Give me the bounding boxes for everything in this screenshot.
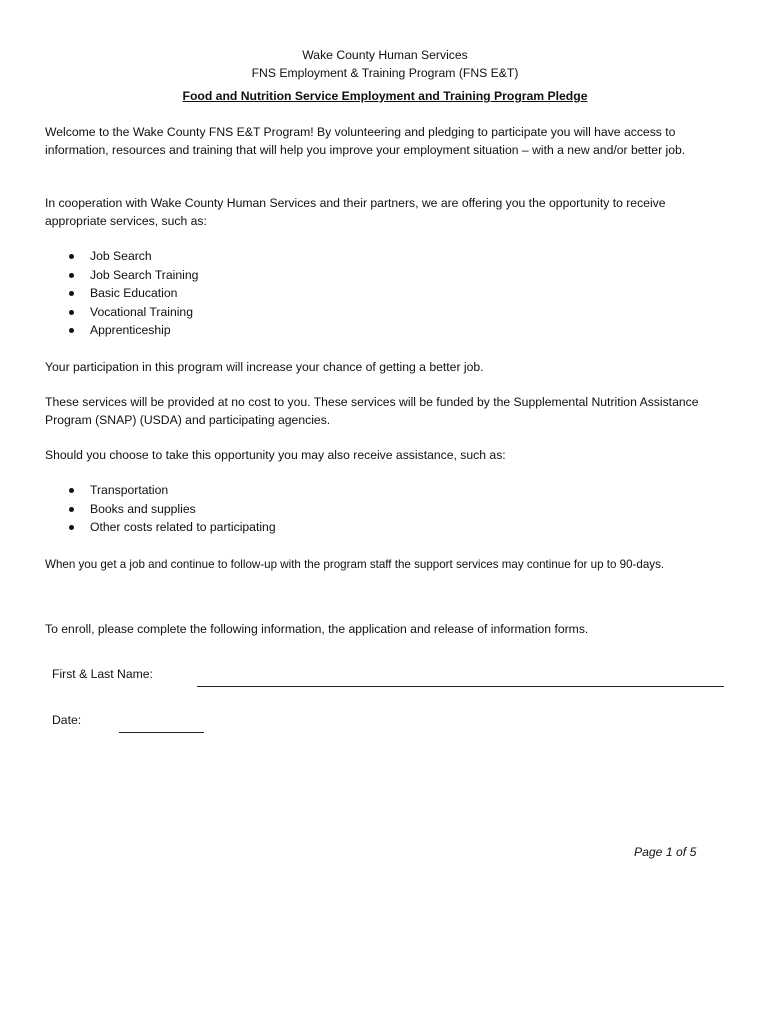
- org-name: Wake County Human Services: [302, 48, 468, 62]
- enroll-paragraph: To enroll, please complete the following information, the application and release of information forms.: [45, 622, 589, 636]
- assistance-list: [45, 481, 276, 537]
- assistance-intro: Should you choose to take this opportunity you may also receive assistance, such as:: [45, 448, 506, 462]
- page-number: Page 1 of 5: [634, 845, 697, 859]
- name-field[interactable]: [197, 686, 724, 687]
- list-item: Other costs related to participating: [45, 518, 276, 537]
- list-item: Job Search Training: [45, 266, 198, 285]
- date-field[interactable]: [119, 732, 204, 733]
- funding-paragraph: These services will be provided at no cost to you. These services will be funded by the Supplemental Nutrition Assistance Program (SNAP) (USDA) and participating agencies.: [45, 395, 699, 427]
- document-title: Food and Nutrition Service Employment and Training Program Pledge: [182, 89, 588, 103]
- list-item: Books and supplies: [45, 500, 276, 519]
- cooperation-paragraph: In cooperation with Wake County Human Services and their partners, we are offering you the opportunity to receive appropriate services, such as:: [45, 196, 666, 228]
- list-item: Job Search: [45, 247, 198, 266]
- list-item: Basic Education: [45, 284, 198, 303]
- program-name: FNS Employment & Training Program (FNS E&T): [251, 66, 519, 80]
- list-item: Vocational Training: [45, 303, 198, 322]
- date-label: Date:: [52, 713, 82, 727]
- welcome-paragraph: Welcome to the Wake County FNS E&T Program! By volunteering and pledging to participate you will have access to information, resources and training that will help you improve your employment situation – with a new and/or better job.: [45, 125, 686, 157]
- list-item: Apprenticeship: [45, 321, 198, 340]
- participation-paragraph: Your participation in this program will increase your chance of getting a better job.: [45, 360, 484, 374]
- services-list: [45, 247, 198, 340]
- name-label: First & Last Name:: [52, 667, 153, 681]
- list-item: Transportation: [45, 481, 276, 500]
- followup-paragraph: When you get a job and continue to follow-up with the program staff the support services may continue for up to 90-days.: [45, 558, 665, 571]
